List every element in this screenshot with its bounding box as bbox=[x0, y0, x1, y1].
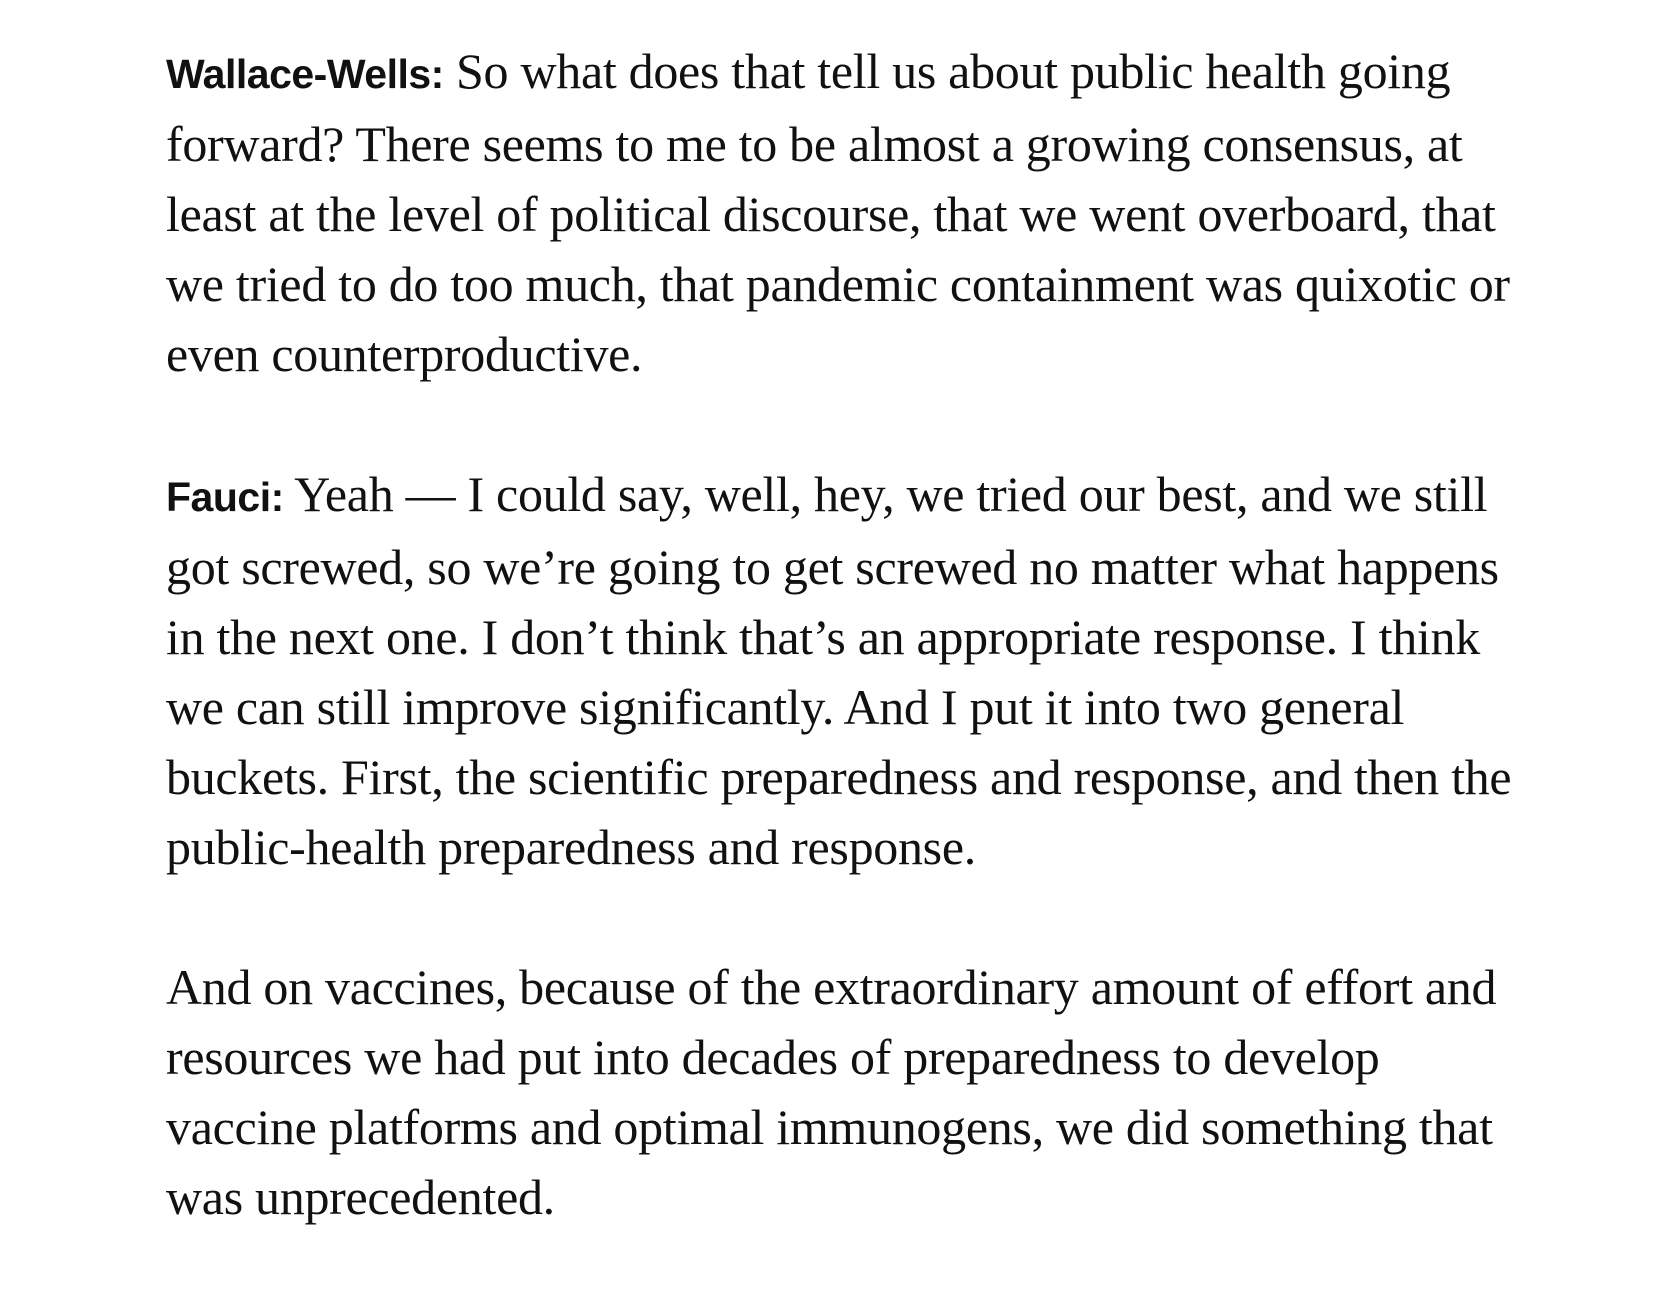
paragraph-text: Yeah — I could say, well, hey, we tried our best, and we still got screwed, so we’re going to get screwed no matter what happens in the next one. I don’t think that’s an appropriate response. I think we can still improve significantly. And I put it into two general buckets. First, the scientific preparedness and response, and then the public-health preparedness and response. bbox=[166, 466, 1512, 875]
interview-answer-paragraph bbox=[166, 459, 1516, 882]
interview-question-paragraph bbox=[166, 36, 1516, 389]
speaker-name: Wallace-Wells: bbox=[166, 51, 444, 97]
interview-answer-continuation-paragraph bbox=[166, 952, 1516, 1232]
article-body bbox=[166, 36, 1516, 1232]
paragraph-text: And on vaccines, because of the extraordinary amount of effort and resources we had put into decades of preparedness to develop vaccine platforms and optimal immunogens, we did something that was unprecedented. bbox=[166, 959, 1497, 1225]
speaker-name: Fauci: bbox=[166, 474, 284, 520]
paragraph-text: So what does that tell us about public health going forward? There seems to me to be almost a growing consensus, at least at the level of political discourse, that we went overboard, that we tried to do too much, that pandemic containment was quixotic or even counterproductive. bbox=[166, 43, 1510, 382]
